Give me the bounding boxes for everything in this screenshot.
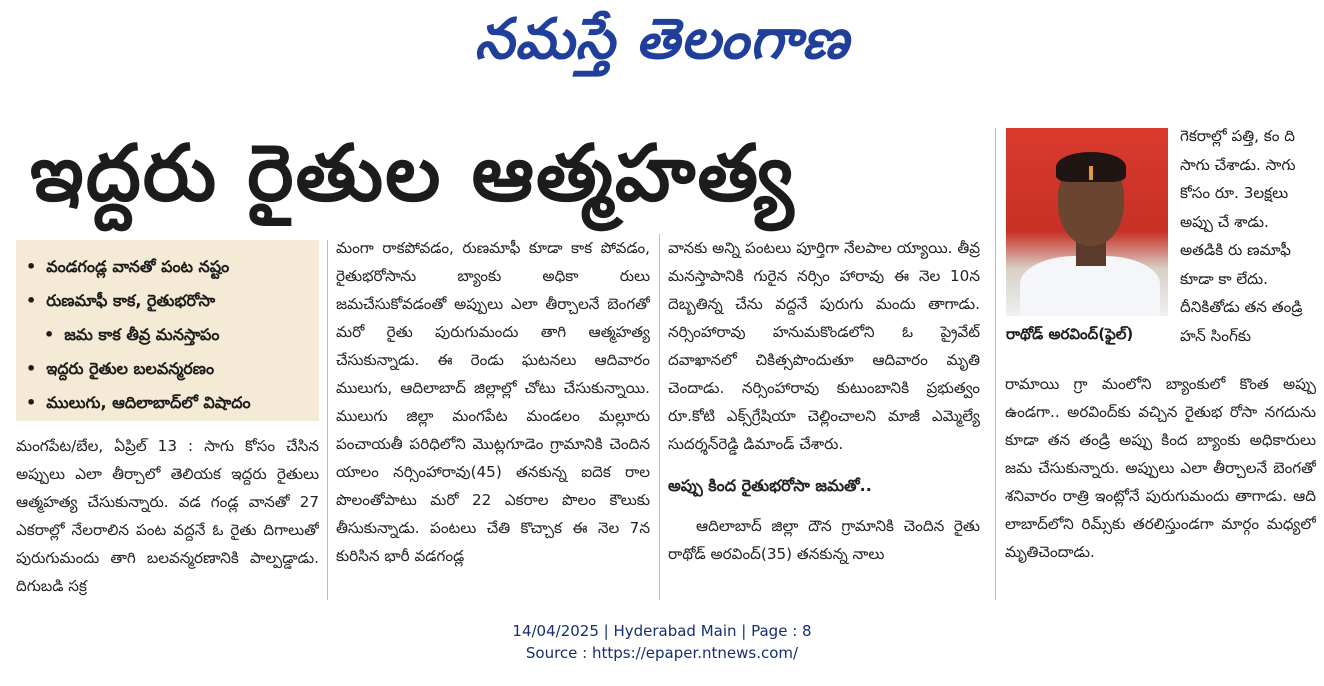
highlight-item: • వండగండ్ల వానతో పంట నష్టం [26, 250, 313, 284]
column-text: రామాయి గ్రా మంలోని బ్యాంకులో కొంత అప్పు ఉండగా.. అరవింద్‌కు వచ్చిన రైతుభ రోసా నగదును కూడా తన తండ్రి అప్పు కింద బ్యాంకు అధికారులు జమ చేసుకున్నారు. అప్పులు ఎలా తీర్చాలనే బెంగతో శనివారం రాత్రి ఇంట్లోనే పురుగుమందు తాగాడు. ఆది లాబాద్‌లోని రిమ్స్‌కు తరలిస్తుండగా మార్గం మధ్యలో మృతిచెందాడు. [1005, 375, 1316, 561]
highlight-item-continued: • జమ కాక తీవ్ర మనస్తాపం [26, 318, 313, 352]
highlight-item: • రుణమాఫీ కాక, రైతుభరోసా [26, 284, 313, 318]
column-text: వానకు అన్ని పంటలు పూర్తిగా నేలపాల య్యాయి. తీవ్ర మనస్తాపానికి గురైన నర్సిం హారావు ఈ నెల 10న దెబ్బతిన్న చేను వద్దనే పురుగు మందు తాగాడు. నర్సింహారావు హనుమకొండలోని ఓ ప్రైవేట్ దవాఖానలో చికిత్సపొందుతూ ఆదివారం మృతి చెందాడు. నర్సింహారావు కుటుంబానికి ప్రభుత్వం రూ.కోటి ఎక్స్‌గ్రేషియా చెల్లించాలని మాజీ ఎమ్మెల్యే సుదర్శన్‌రెడ్డి డిమాండ్ చేశారు. [668, 239, 980, 453]
article-column-3 [668, 234, 980, 598]
column-text: మంగపేట/బేల, ఏప్రిల్ 13 : సాగు కోసం చేసిన అప్పులు ఎలా తీర్చాలో తెలియక ఇద్దరు రైతులు ఆత్మహత్య చేసుకున్నారు. వడ గండ్ల వానతో 27 ఎకరాల్లో నేలరాలిన పంట వద్దనే ఓ రైతు దిగాలుతో పురుగుమందు తాగి బలవన్మరణానికి పాల్పడ్డాడు. దిగుబడి సక్ర [16, 437, 319, 595]
column-divider [995, 128, 996, 600]
column-divider [659, 234, 660, 600]
article-column-1 [16, 432, 319, 600]
farmer-photo [1006, 128, 1168, 316]
article-headline: ఇద్దరు రైతుల ఆత్మహత్య [30, 129, 796, 219]
highlight-item: • ములుగు, ఆదిలాబాద్‌లో విషాదం [26, 386, 313, 420]
article-column-4 [1005, 370, 1316, 594]
article-column-4-top: గెకరాల్లో పత్తి, కం ది సాగు చేశాడు. సాగు కోసం రూ. 3లక్షలు అప్పు చే శాడు. అతడికి రు ణమాఫీ కూడా కా లేదు. దీనికితోడు తన తండ్రి హన్ సింగ్‌కు [1180, 127, 1303, 345]
masthead-logo: నమస్తే తెలంగాణ [474, 7, 850, 72]
highlights-box [16, 240, 319, 421]
highlight-item: • ఇద్దరు రైతుల బలవన్మరణం [26, 352, 313, 386]
page-footer [0, 620, 1324, 664]
column-text: ఆదిలాబాద్ జిల్లా దౌన గ్రామానికి చెందిన రైతు రాథోడ్ అరవింద్(35) తనకున్న నాలు [668, 517, 980, 563]
column-divider [327, 240, 328, 600]
column-text: మంగా రాకపోవడం, రుణమాఫీ కూడా కాక పోవడం, రైతుభరోసాను బ్యాంకు అధికా రులు జమచేసుకోవడంతో అప్పులు ఎలా తీర్చాలనే బెంగతో మరో రైతు పురుగుమందు తాగి ఆత్మహత్య చేసుకున్నాడు. ఈ రెండు ఘటనలు ఆదివారం ములుగు, ఆదిలాబాద్ జిల్లాల్లో చోటు చేసుకున్నాయి. ములుగు జిల్లా మంగపేట మండలం మల్లూరు పంచాయతీ పరిధిలోని మొట్లగూడెం గ్రామానికి చెందిన యాలం నర్సింహారావు(45) తనకున్న ఐదెక రాల పొలంతోపాటు మరో 22 ఎకరాల పొలం కౌలుకు తీసుకున్నాడు. పంటలు చేతి కొచ్చాక ఈ నెల 7న కురిసిన భారీ వడగండ్ల [336, 239, 650, 565]
photo-caption: రాథోడ్ అరవింద్(ఫైల్) [1006, 325, 1134, 343]
edition-info: 14/04/2025 | Hyderabad Main | Page : 8 [512, 622, 812, 640]
source-link[interactable]: Source : https://epaper.ntnews.com/ [525, 644, 799, 662]
article-subheading: అప్పు కింద రైతుభరోసా జమతో.. [668, 476, 872, 495]
article-column-2 [336, 234, 650, 598]
